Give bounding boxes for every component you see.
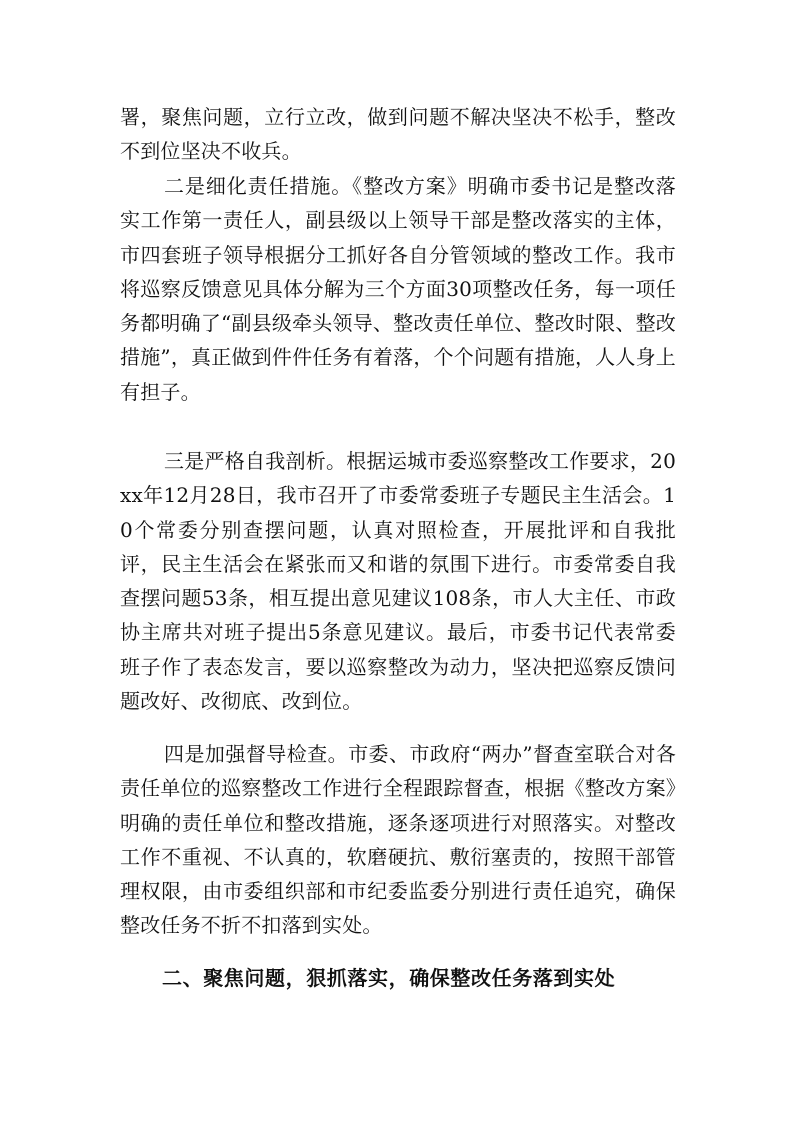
paragraph-supervision: 四是加强督导检查。市委、市政府“两办”督查室联合对各责任单位的巡察整改工作进行全程跟踪督查，根据《整改方案》明确的责任单位和整改措施，逐条逐项进行对照落实。对整改工作不重视、不认真的，软磨硬抗、敷衍塞责的，按照干部管理权限，由市委组织部和市纪委监委分别进行责任追究，确保整改任务不折不扣落到实处。 [120,742,676,938]
paragraph-continuation: 署，聚焦问题，立行立改，做到问题不解决坚决不松手，整改不到位坚决不收兵。 [120,105,676,164]
paragraph-self-analysis: 三是严格自我剖析。根据运城市委巡察整改工作要求，20xx年12月28日，我市召开了市委常委班子专题民主生活会。10个常委分别查摆问题，认真对照检查，开展批评和自我批评，民主生活会在紧张而又和谐的氛围下进行。市委常委自我查摆问题53条，相互提出意见建议108条，市人大主任、市政协主席共对班子提出5条意见建议。最后，市委书记代表常委班子作了表态发言，要以巡察整改为动力，坚决把巡察反馈问题改好、改彻底、改到位。 [120,449,676,714]
paragraph-responsibility-measures: 二是细化责任措施。《整改方案》明确市委书记是整改落实工作第一责任人，副县级以上领导干部是整改落实的主体，市四套班子领导根据分工抓好各自分管领域的整改工作。我市将巡察反馈意见具体分解为三个方面30项整改任务，每一项任务都明确了“副县级牵头领导、整改责任单位、整改时限、整改措施”，真正做到件件任务有着落，个个问题有措施，人人身上有担子。 [120,174,676,404]
section-heading: 二、聚焦问题，狠抓落实，确保整改任务落到实处 [162,966,616,990]
